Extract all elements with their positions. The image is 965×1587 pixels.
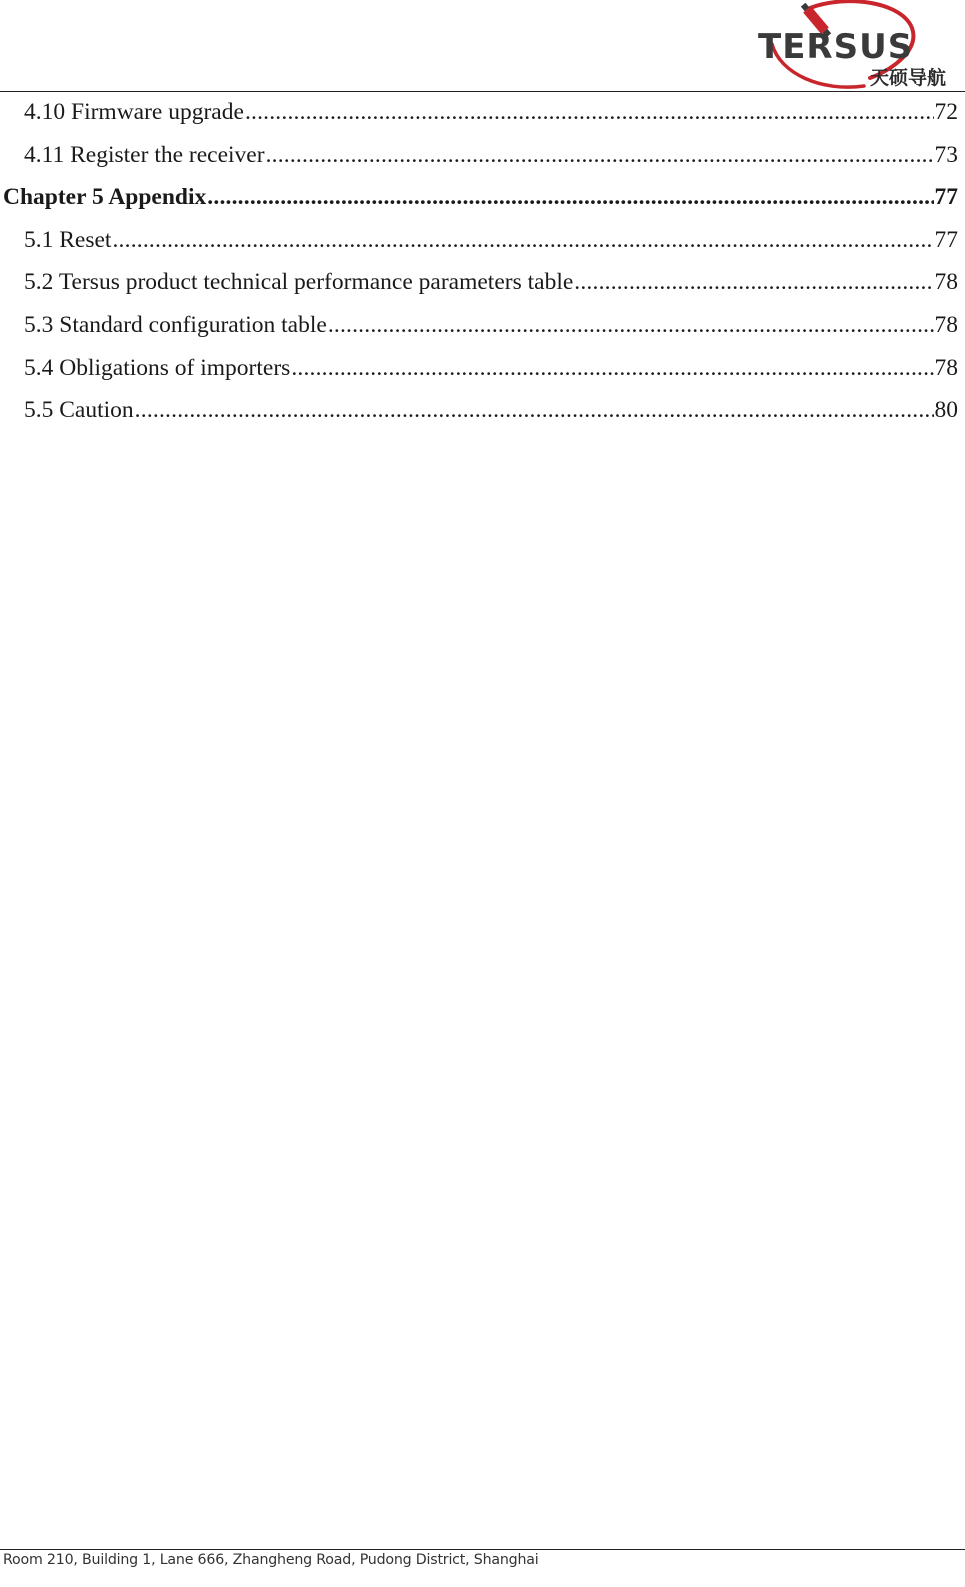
toc-entry-row — [24, 136, 958, 170]
toc-page-number: 80 — [934, 397, 958, 424]
toc-entry-title: Chapter 5 Appendix — [3, 184, 207, 211]
toc-entry-title: 4.10 Firmware upgrade — [24, 99, 244, 125]
toc-page-number: 72 — [934, 99, 958, 125]
toc-dot-leader — [207, 182, 933, 212]
toc-entry-title: 5.3 Standard configuration table — [24, 311, 327, 338]
logo-wordmark: TERSUS — [758, 27, 914, 67]
toc-entry[interactable] — [0, 306, 965, 349]
toc-entry-row — [24, 263, 958, 297]
toc-entry[interactable] — [0, 178, 965, 221]
toc-entry-title: 5.2 Tersus product technical performance parameters table — [24, 269, 574, 296]
toc-entry[interactable] — [0, 136, 965, 179]
tersus-logo — [752, 0, 962, 92]
toc-entry[interactable] — [0, 349, 965, 392]
toc-dot-leader — [328, 310, 934, 340]
toc-entry-row — [24, 349, 958, 383]
toc-dot-leader — [291, 353, 933, 383]
logo-subtitle: 天硕导航 — [870, 67, 947, 89]
toc-entry[interactable] — [0, 221, 965, 264]
toc-page-number: 77 — [934, 184, 958, 211]
toc-dot-leader — [266, 140, 934, 170]
header-divider — [0, 91, 965, 92]
toc-entry-title: 5.4 Obligations of importers — [24, 354, 291, 381]
toc-entry[interactable] — [0, 93, 965, 136]
toc-dot-leader — [245, 97, 934, 127]
footer-divider — [0, 1549, 965, 1550]
toc-entry-row — [24, 93, 958, 127]
toc-entry-row — [24, 221, 958, 255]
toc-entry-title: 4.11 Register the receiver — [24, 141, 265, 168]
toc-entry[interactable] — [0, 391, 965, 434]
toc-page-number: 73 — [934, 141, 958, 168]
toc-entry-title: 5.5 Caution — [24, 397, 134, 424]
page-header — [0, 0, 965, 93]
toc-page-number: 78 — [934, 354, 958, 381]
toc-dot-leader — [135, 395, 934, 425]
table-of-contents — [0, 93, 965, 434]
toc-entry-title: 5.1 Reset — [24, 226, 112, 253]
toc-page-number: 78 — [934, 269, 958, 296]
toc-dot-leader — [574, 267, 933, 297]
toc-entry-row — [24, 306, 958, 340]
toc-page-number: 77 — [934, 226, 958, 253]
toc-entry-row — [3, 178, 958, 212]
toc-dot-leader — [112, 225, 933, 255]
toc-entry-row — [24, 391, 958, 425]
toc-page-number: 78 — [934, 311, 958, 338]
toc-entry[interactable] — [0, 263, 965, 306]
footer-address: Room 210, Building 1, Lane 666, Zhangheng Road, Pudong District, Shanghai — [3, 1552, 539, 1568]
